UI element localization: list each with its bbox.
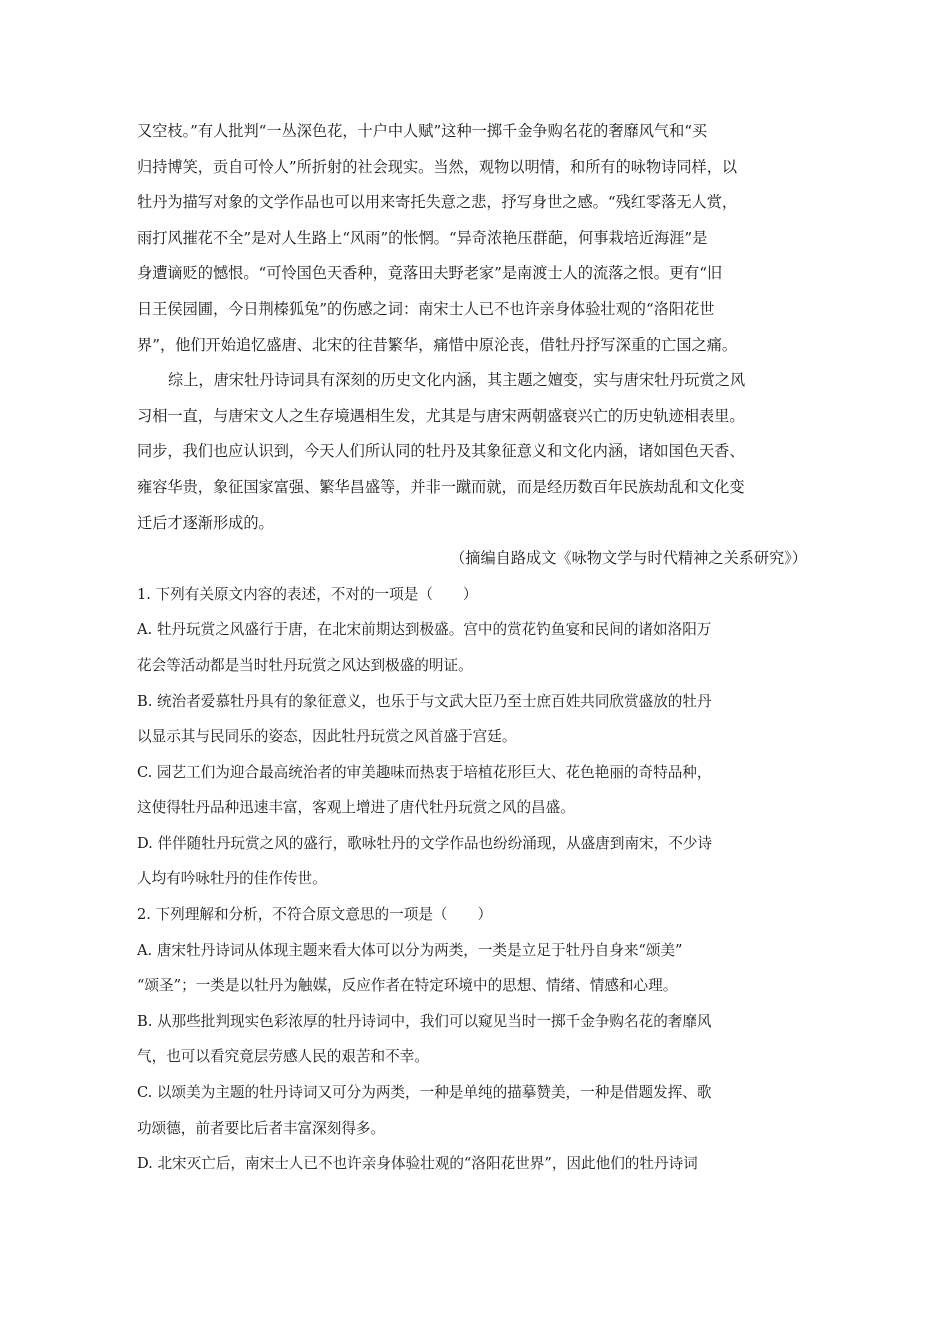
summary-line: 习相一直，与唐宋文人之生存境遇相生发，尤其是与唐宋两朝盛衰兴亡的历史轨迹相表里。: [137, 406, 745, 425]
emphasis-char: 符: [287, 897, 302, 933]
passage-line: 归持博笑，贡自可怜人”所折射的社会现实。当然，观物以明情，和所有的咏物诗同样，以: [137, 157, 738, 176]
summary-paragraph: [137, 363, 809, 541]
summary-line: 雍容华贵，象征国家富强、繁华昌盛等，并非一蹴而就，而是经历数百年民族劫乱和文化变: [137, 477, 745, 496]
option-b: [137, 1004, 809, 1075]
question-1-prefix: 1. 下列有关原文内容的表述，: [137, 585, 331, 603]
option-line: D. 伴伴随牡丹玩赏之风的盛行，歌咏牡丹的文学作品也纷纷涌现，从盛唐到南宋，不少诗: [137, 834, 713, 852]
option-line: 功颂德，前者要比后者丰富深刻得多。: [137, 1119, 386, 1137]
option-line: 人均有吟咏牡丹的佳作传世。: [137, 870, 327, 888]
summary-line: 综上，唐宋牡丹诗词具有深刻的历史文化内涵，其主题之嬗变，实与唐宋牡丹玩赏之风: [168, 371, 746, 390]
question-2-suffix: 原文意思的一项是（: [316, 906, 448, 924]
option-b: [137, 684, 809, 755]
option-d: [137, 1146, 809, 1182]
option-line: B. 统治者爱慕牡丹具有的象征意义，也乐于与文武大臣乃至士庶百姓共同欣赏盛放的牡丹: [137, 692, 712, 710]
option-a: [137, 933, 809, 1004]
option-line: C. 以颂美为主题的牡丹诗词又可分为两类，一种是单纯的描摹赞美，一种是借题发挥、歌: [137, 1084, 712, 1102]
option-line: 以显示其与民同乐的姿态，因此牡丹玩赏之风首盛于宫廷。: [137, 728, 517, 746]
passage-line: 又空枝。”有人批判“一丛深色花，十户中人赋”这种一掷千金争购名花的奢靡风气和“买: [137, 122, 708, 140]
option-line: “颂圣”；一类是以牡丹为触媒，反应作者在特定环境中的思想、情绪、情感和心理。: [137, 977, 678, 995]
question-1: [137, 577, 809, 897]
emphasis-char: 不: [272, 897, 287, 933]
question-1-stem: [137, 577, 809, 613]
question-1-close: ）: [462, 585, 478, 603]
option-a: [137, 612, 809, 683]
document-body: [137, 114, 809, 1182]
question-2-stem: [137, 897, 809, 933]
option-line: B. 从那些批判现实色彩浓厚的牡丹诗词中，我们可以窥见当时一掷千金争购名花的奢靡风: [137, 1012, 712, 1030]
option-line: 气，也可以看究竟层劳感人民的艰苦和不幸。: [137, 1048, 429, 1066]
passage-line: 雨打风摧花不全”是对人生路上“风雨”的怅惘。“异奇浓艳压群葩，何事栽培近海涯”是: [137, 228, 708, 247]
emphasis-char: 合: [302, 897, 317, 933]
question-2-prefix: 2. 下列理解和分析，: [137, 906, 273, 924]
question-1-suffix: 一项是（: [374, 585, 433, 603]
passage-line: 牡丹为描写对象的文学作品也可以用来寄托失意之悲，抒写身世之感。“残红零落无人赏，: [137, 193, 738, 212]
passage-line: 身遭谪贬的憾恨。“可怜国色天香种，竟落田夫野老家”是南渡士人的流落之恨。更有“旧: [137, 264, 723, 283]
option-c: [137, 755, 809, 826]
summary-line: 同步，我们也应认识到，今天人们所认同的牡丹及其象征意义和文化内涵，诸如国色天香、: [137, 442, 745, 461]
option-line: 花会等活动都是当时牡丹玩赏之风达到极盛的明证。: [137, 656, 473, 674]
option-line: A. 牡丹玩赏之风盛行于唐，在北宋前期达到极盛。宫中的赏花钓鱼宴和民间的诸如洛阳万: [137, 621, 712, 639]
option-d: [137, 826, 809, 897]
option-c: [137, 1075, 809, 1146]
passage-line: 界”，他们开始追忆盛唐、北宋的往昔繁华，痛惜中原沦丧，借牡丹抒写深重的亡国之痛。: [137, 335, 738, 354]
emphasis-char: 对: [345, 577, 360, 613]
passage-line: 日王侯园圃，今日荆榛狐兔”的伤感之词：南宋士人已不也许亲身体验壮观的“洛阳花世: [137, 299, 715, 318]
option-line: A. 唐宋牡丹诗词从体现主题来看大体可以分为两类，一类是立足于牡丹自身来“颂美”: [137, 941, 683, 959]
option-line: D. 北宋灭亡后，南宋士人已不也许亲身体验壮观的“洛阳花世界”，因此他们的牡丹诗词: [137, 1155, 698, 1173]
option-line: 这使得牡丹品种迅速丰富，客观上增进了唐代牡丹玩赏之风的昌盛。: [137, 799, 575, 817]
summary-line: 迁后才逐渐形成的。: [137, 513, 274, 532]
passage-paragraph: [137, 114, 809, 363]
option-line: C. 园艺工们为迎合最高统治者的审美趣味而热衷于培植花形巨大、花色艳丽的奇特品种，: [137, 763, 712, 781]
source-citation: （摘编自路成文《咏物文学与时代精神之关系研究》）: [450, 549, 807, 568]
emphasis-char: 的: [360, 577, 375, 613]
question-2-close: ）: [477, 906, 493, 924]
question-2: [137, 897, 809, 1182]
emphasis-char: 不: [331, 577, 346, 613]
